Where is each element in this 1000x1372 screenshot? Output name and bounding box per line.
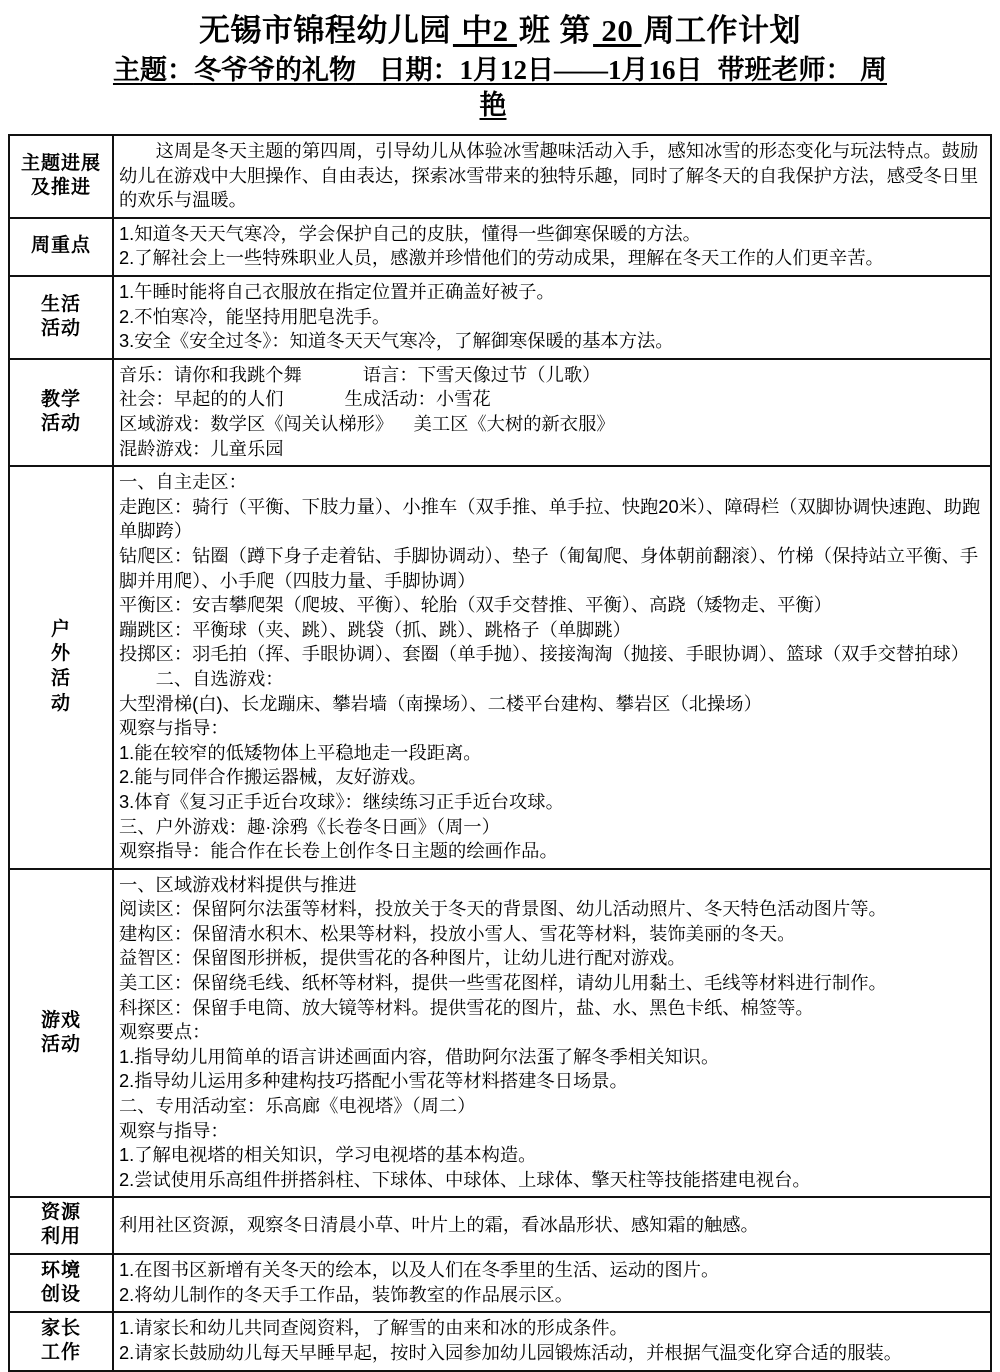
table-row [9,276,991,359]
row-label-line: 利用 [40,1226,81,1248]
page-title [8,12,992,50]
row-label-line: 活动 [40,1033,81,1055]
document-subtitle [8,53,992,124]
content-paragraph: 1.能在较窄的低矮物体上平稳地走一段距离。 [119,741,482,763]
content-paragraph: 2.了解社会上一些特殊职业人员，感激并珍惜他们的劳动成果，理解在冬天工作的人们更辛苦。 [119,247,884,269]
row-label-cell [9,1312,113,1370]
content-paragraph: 1.午睡时能将自己衣服放在指定位置并正确盖好被子。 [119,281,555,303]
row-content-cell [113,276,991,359]
table-row [9,218,991,276]
row-label-cell [9,869,113,1198]
content-paragraph: 一、自主走区： [119,471,247,493]
row-label-cell [9,1197,113,1254]
subtitle-overflow-line [8,88,992,124]
content-paragraph: 2.不怕寒冷，能坚持用肥皂洗手。 [119,305,391,327]
date-label: 日期： [378,54,460,85]
row-label-line: 游戏 [40,1009,81,1031]
content-paragraph: 一、区域游戏材料提供与推进 [119,873,357,895]
row-content-cell [113,1197,991,1254]
table-row [9,1254,991,1312]
content-paragraph: 二、专用活动室：乐高廊《电视塔》（周二） [119,1095,476,1117]
row-label-line: 工作 [40,1342,81,1364]
row-content-cell [113,218,991,276]
teacher-value-part2: 艳 [479,90,507,121]
content-paragraph: 区域游戏：数学区《闯关认梯形》 美工区《大树的新衣服》 [119,413,615,434]
row-label-line: 户 [50,618,71,640]
content-paragraph: 2.将幼儿制作的冬天手工作品，装饰教室的作品展示区。 [119,1283,573,1305]
row-content-cell [113,135,991,218]
content-paragraph: 1.在图书区新增有关冬天的绘本，以及人们在冬季里的生活、运动的图片。 [119,1259,720,1281]
content-paragraph: 社会：早起的的人们 生成活动：小雪花 [119,388,491,410]
content-paragraph: 1.请家长和幼儿共同查阅资料，了解雪的由来和冰的形成条件。 [119,1317,628,1339]
row-label-cell [9,276,113,359]
row-label-line: 资源 [40,1202,81,1224]
subtitle-main-line [8,53,992,89]
table-row [9,1312,991,1370]
row-label-line: 活动 [40,317,81,339]
content-paragraph: 观察与指导： [119,717,229,739]
title-suffix: 周工作计划 [643,13,802,48]
row-label-line: 活 [50,667,71,689]
row-label-line: 家长 [40,1318,81,1340]
row-label-line: 动 [50,692,71,714]
content-paragraph: 1.指导幼儿用简单的语言讲述画面内容，借助阿尔法蛋了解冬季相关知识。 [119,1045,720,1067]
row-label-cell [9,466,113,869]
content-paragraph: 3.安全《安全过冬》：知道冬天天气寒冷，了解御寒保暖的基本方法。 [119,330,674,352]
theme-label: 主题： [112,54,194,85]
table-row [9,466,991,869]
content-paragraph: 观察与指导： [119,1119,229,1141]
row-label-line: 创设 [40,1283,81,1305]
title-middle: 班 第 [518,13,592,48]
table-row [9,1197,991,1254]
content-paragraph: 观察要点： [119,1021,211,1043]
row-label-line: 主题进展 [20,153,101,175]
row-label-line: 及推进 [30,176,91,198]
content-paragraph: 大型滑梯(白)、长龙蹦床、攀岩墙（南操场）、二楼平台建构、攀岩区（北操场） [119,692,762,714]
content-paragraph: 混龄游戏：儿童乐园 [119,437,284,459]
content-paragraph: 3.体育《复习正手近台攻球》：继续练习正手近台攻球。 [119,790,564,812]
content-paragraph: 2.请家长鼓励幼儿每天早睡早起，按时入园参加幼儿园锻炼活动，并根据气温变化穿合适的服装。 [119,1342,903,1364]
row-label-cell [9,218,113,276]
teacher-label: 带班老师： [717,54,853,85]
document-header [0,0,1000,128]
content-paragraph: 阅读区：保留阿尔法蛋等材料，投放关于冬天的背景图、幼儿活动照片、冬天特色活动图片等。 [119,898,887,920]
row-label-line: 教学 [40,389,81,411]
row-label-cell [9,1254,113,1312]
title-week-blank: 20 [593,13,642,48]
content-paragraph: 观察指导：能合作在长卷上创作冬日主题的绘画作品。 [119,840,558,862]
table-row [9,359,991,466]
row-label-line: 环境 [40,1259,81,1281]
content-paragraph: 2.能与同伴合作搬运器械，友好游戏。 [119,766,427,788]
row-label-cell [9,135,113,218]
content-paragraph: 益智区：保留图形拼板，提供雪花的各种图片，让幼儿进行配对游戏。 [119,947,686,969]
content-paragraph: 1.知道冬天天气寒冷，学会保护自己的皮肤，懂得一些御寒保暖的方法。 [119,222,701,244]
content-paragraph: 利用社区资源，观察冬日清晨小草、叶片上的霜，看冰晶形状、感知霜的触感。 [119,1214,759,1236]
title-class-blank: 中2 [452,13,517,48]
table-row [9,869,991,1198]
content-paragraph: 三、户外游戏：趣·涂鸦《长卷冬日画》（周一） [119,815,500,837]
content-paragraph: 1.了解电视塔的相关知识，学习电视塔的基本构造。 [119,1144,537,1166]
teacher-value-part1: 周 [860,54,888,85]
content-paragraph: 二、自选游戏： [155,667,284,689]
content-paragraph: 科探区：保留手电筒、放大镜等材料。提供雪花的图片，盐、水、黑色卡纸、棉签等。 [119,996,814,1018]
row-content-cell [113,1254,991,1312]
row-content-cell [113,869,991,1198]
content-paragraph: 这周是冬天主题的第四周，引导幼儿从体验冰雪趣味活动入手，感知冰雪的形态变化与玩法特点。鼓励幼儿在游戏中大胆操作、自由表达，探索冰雪带来的独特乐趣，同时了解冬天的自我保护方法，感受冬日里的欢乐与温暖。 [119,140,979,211]
row-label-line: 周重点 [30,235,91,257]
content-paragraph: 钻爬区：钻圈（蹲下身子走着钻、手脚协调动）、垫子（匍匐爬、身体朝前翻滚）、竹梯（保持站立平衡、手脚并用爬）、小手爬（四肢力量、手脚协调） [119,544,979,591]
content-paragraph: 音乐：请你和我跳个舞 语言：下雪天像过节（儿歌） [119,363,601,385]
row-content-cell [113,1312,991,1370]
title-school-name: 无锡市锦程幼儿园 [198,13,451,48]
content-paragraph: 2.尝试使用乐高组件拼搭斜柱、下球体、中球体、上球体、擎天柱等技能搭建电视台。 [119,1168,811,1190]
content-paragraph: 建构区：保留清水积木、松果等材料，投放小雪人、雪花等材料，装饰美丽的冬天。 [119,922,796,944]
theme-value: 冬爷爷的礼物 [193,54,356,85]
date-value: 1月12日——1月16日 [459,54,703,85]
table-row [9,135,991,218]
content-paragraph: 平衡区：安吉攀爬架（爬坡、平衡）、轮胎（双手交替推、平衡）、高跷（矮物走、平衡） [119,594,832,616]
weekly-plan-table [8,134,992,1372]
row-label-line: 生活 [40,293,81,315]
content-paragraph: 2.指导幼儿运用多种建构技巧搭配小雪花等材料搭建冬日场景。 [119,1070,628,1092]
row-content-cell [113,359,991,466]
content-paragraph: 美工区：保留绕毛线、纸杯等材料，提供一些雪花图样，请幼儿用黏土、毛线等材料进行制作。 [119,972,887,994]
content-paragraph: 蹦跳区：平衡球（夹、跳）、跳袋（抓、跳）、跳格子（单脚跳） [119,618,631,640]
weekly-plan-body [9,135,991,1371]
row-label-line: 外 [50,643,71,665]
row-label-cell [9,359,113,466]
row-label-line: 活动 [40,413,81,434]
content-paragraph: 走跑区：骑行（平衡、下肢力量）、小推车（双手推、单手拉、快跑20米）、障碍栏（双脚协调快速跑、助跑单脚跨） [119,495,981,542]
row-content-cell [113,466,991,869]
content-paragraph: 投掷区：羽毛拍（挥、手眼协调）、套圈（单手抛）、接接淘淘（抛接、手眼协调）、篮球（双手交替拍球） [119,643,970,665]
